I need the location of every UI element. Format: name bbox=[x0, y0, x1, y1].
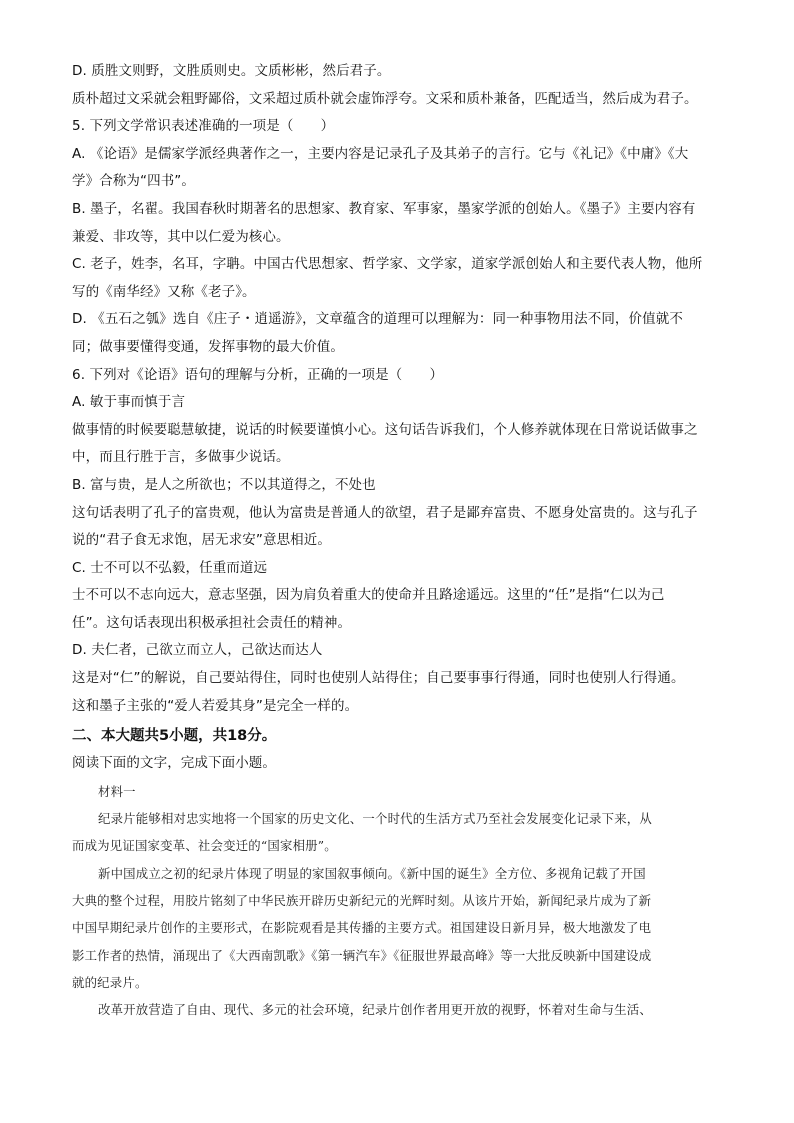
material-paragraph-2-line1: 新中国成立之初的纪录片体现了明显的家国叙事倾向。《新中国的诞生》全方位、多视角记载了开国 bbox=[98, 865, 646, 881]
q6-option-d-quote: D. 夫仁者，己欲立而立人，己欲达而达人 bbox=[72, 642, 323, 659]
material-paragraph-1-line1: 纪录片能够相对忠实地将一个国家的历史文化、一个时代的生活方式乃至社会发展变化记录下来，从 bbox=[98, 811, 652, 827]
q5-option-d-line1: D. 《五石之瓠》选自《庄子・逍遥游》，文章蕴含的道理可以理解为：同一种事物用法不同，价值就不 bbox=[72, 311, 683, 328]
q5-option-b-line1: B. 墨子，名翟。我国春秋时期著名的思想家、教育家、军事家，墨家学派的创始人。《墨子》主要内容有 bbox=[72, 200, 696, 217]
material-paragraph-2-line2: 大典的整个过程，用胶片铭刻了中华民族开辟历史新纪元的光辉时刻。从该片开始，新闻纪录片成为了新 bbox=[72, 893, 652, 909]
material-paragraph-3-line1: 改革开放营造了自由、现代、多元的社会环境，纪录片创作者用更开放的视野，怀着对生命与生活、 bbox=[98, 1002, 652, 1018]
q6-option-c-line2: 任”。这句话表现出积极承担社会责任的精神。 bbox=[72, 614, 352, 631]
q6-option-b-line1: 这句话表明了孔子的富贵观，他认为富贵是普通人的欲望，君子是鄙弃富贵、不愿身处富贵的。这与孔子 bbox=[72, 504, 698, 521]
material-paragraph-2-line3: 中国早期纪录片创作的主要形式，在影院观看是其传播的主要方式。祖国建设日新月异，极大地激发了电 bbox=[72, 920, 652, 936]
q5-option-c-line1: C. 老子，姓李，名耳，字聃。中国古代思想家、哲学家、文学家，道家学派创始人和主要代表人物，他所 bbox=[72, 256, 703, 273]
document-body bbox=[72, 58, 722, 1024]
question-6-stem: 6. 下列对《论语》语句的理解与分析，正确的一项是（ ） bbox=[72, 366, 444, 383]
reading-instruction: 阅读下面的文字，完成下面小题。 bbox=[72, 755, 276, 772]
material-paragraph-1-line2: 而成为见证国家变革、社会变迁的“国家相册”。 bbox=[72, 838, 337, 854]
q6-option-c-line1: 士不可以不志向远大，意志坚强，因为肩负着重大的使命并且路途遥远。这里的“任”是指“仁以为己 bbox=[72, 587, 665, 604]
q6-option-d-line1: 这是对“仁”的解说，自己要站得住，同时也使别人站得住；自己要事事行得通，同时也使别人行得通。 bbox=[72, 670, 685, 687]
q6-option-b-quote: B. 富与贵，是人之所欲也；不以其道得之，不处也 bbox=[72, 476, 376, 493]
q6-option-a-quote: A. 敏于事而慎于言 bbox=[72, 394, 186, 411]
q5-option-a-line2: 学》合称为“四书”。 bbox=[72, 173, 195, 190]
q6-option-c-quote: C. 士不可以不弘毅，任重而道远 bbox=[72, 559, 268, 576]
option-d-quote: D. 质胜文则野，文胜质则史。文质彬彬，然后君子。 bbox=[72, 63, 391, 79]
question-5-stem: 5. 下列文学常识表述准确的一项是（ ） bbox=[72, 118, 335, 135]
q5-option-b-line2: 兼爱、非攻等，其中以仁爱为核心。 bbox=[72, 228, 290, 245]
q6-option-a-line2: 中，而且行胜于言，多做事少说话。 bbox=[72, 449, 290, 466]
q6-option-b-line2: 说的“君子食无求饱，居无求安”意思相近。 bbox=[72, 532, 331, 549]
material-title: 材料一 bbox=[98, 783, 136, 799]
q6-option-a-line1: 做事情的时候要聪慧敏捷，说话的时候要谨慎小心。这句话告诉我们，个人修养就体现在日常说话做事之 bbox=[72, 421, 698, 438]
q5-option-a-line1: A. 《论语》是儒家学派经典著作之一，主要内容是记录孔子及其弟子的言行。它与《礼记》《中庸》《大 bbox=[72, 145, 689, 162]
material-paragraph-2-line4: 影工作者的热情，涌现出了《大西南凯歌》《第一辆汽车》《征服世界最高峰》等一大批反映新中国建设成 bbox=[72, 947, 652, 963]
section-heading: 二、本大题共5小题，共18分。 bbox=[72, 728, 277, 745]
q6-option-d-line2: 这和墨子主张的“爱人若爱其身”是完全一样的。 bbox=[72, 697, 359, 714]
option-d-explanation: 质朴超过文采就会粗野鄙俗，文采超过质朴就会虚饰浮夸。文采和质朴兼备，匹配适当，然后成为君子。 bbox=[72, 90, 698, 107]
q5-option-c-line2: 写的《南华经》又称《老子》。 bbox=[72, 283, 256, 300]
q5-option-d-line2: 同；做事要懂得变通，发挥事物的最大价值。 bbox=[72, 338, 344, 355]
material-paragraph-2-line5: 就的纪录片。 bbox=[72, 974, 148, 990]
